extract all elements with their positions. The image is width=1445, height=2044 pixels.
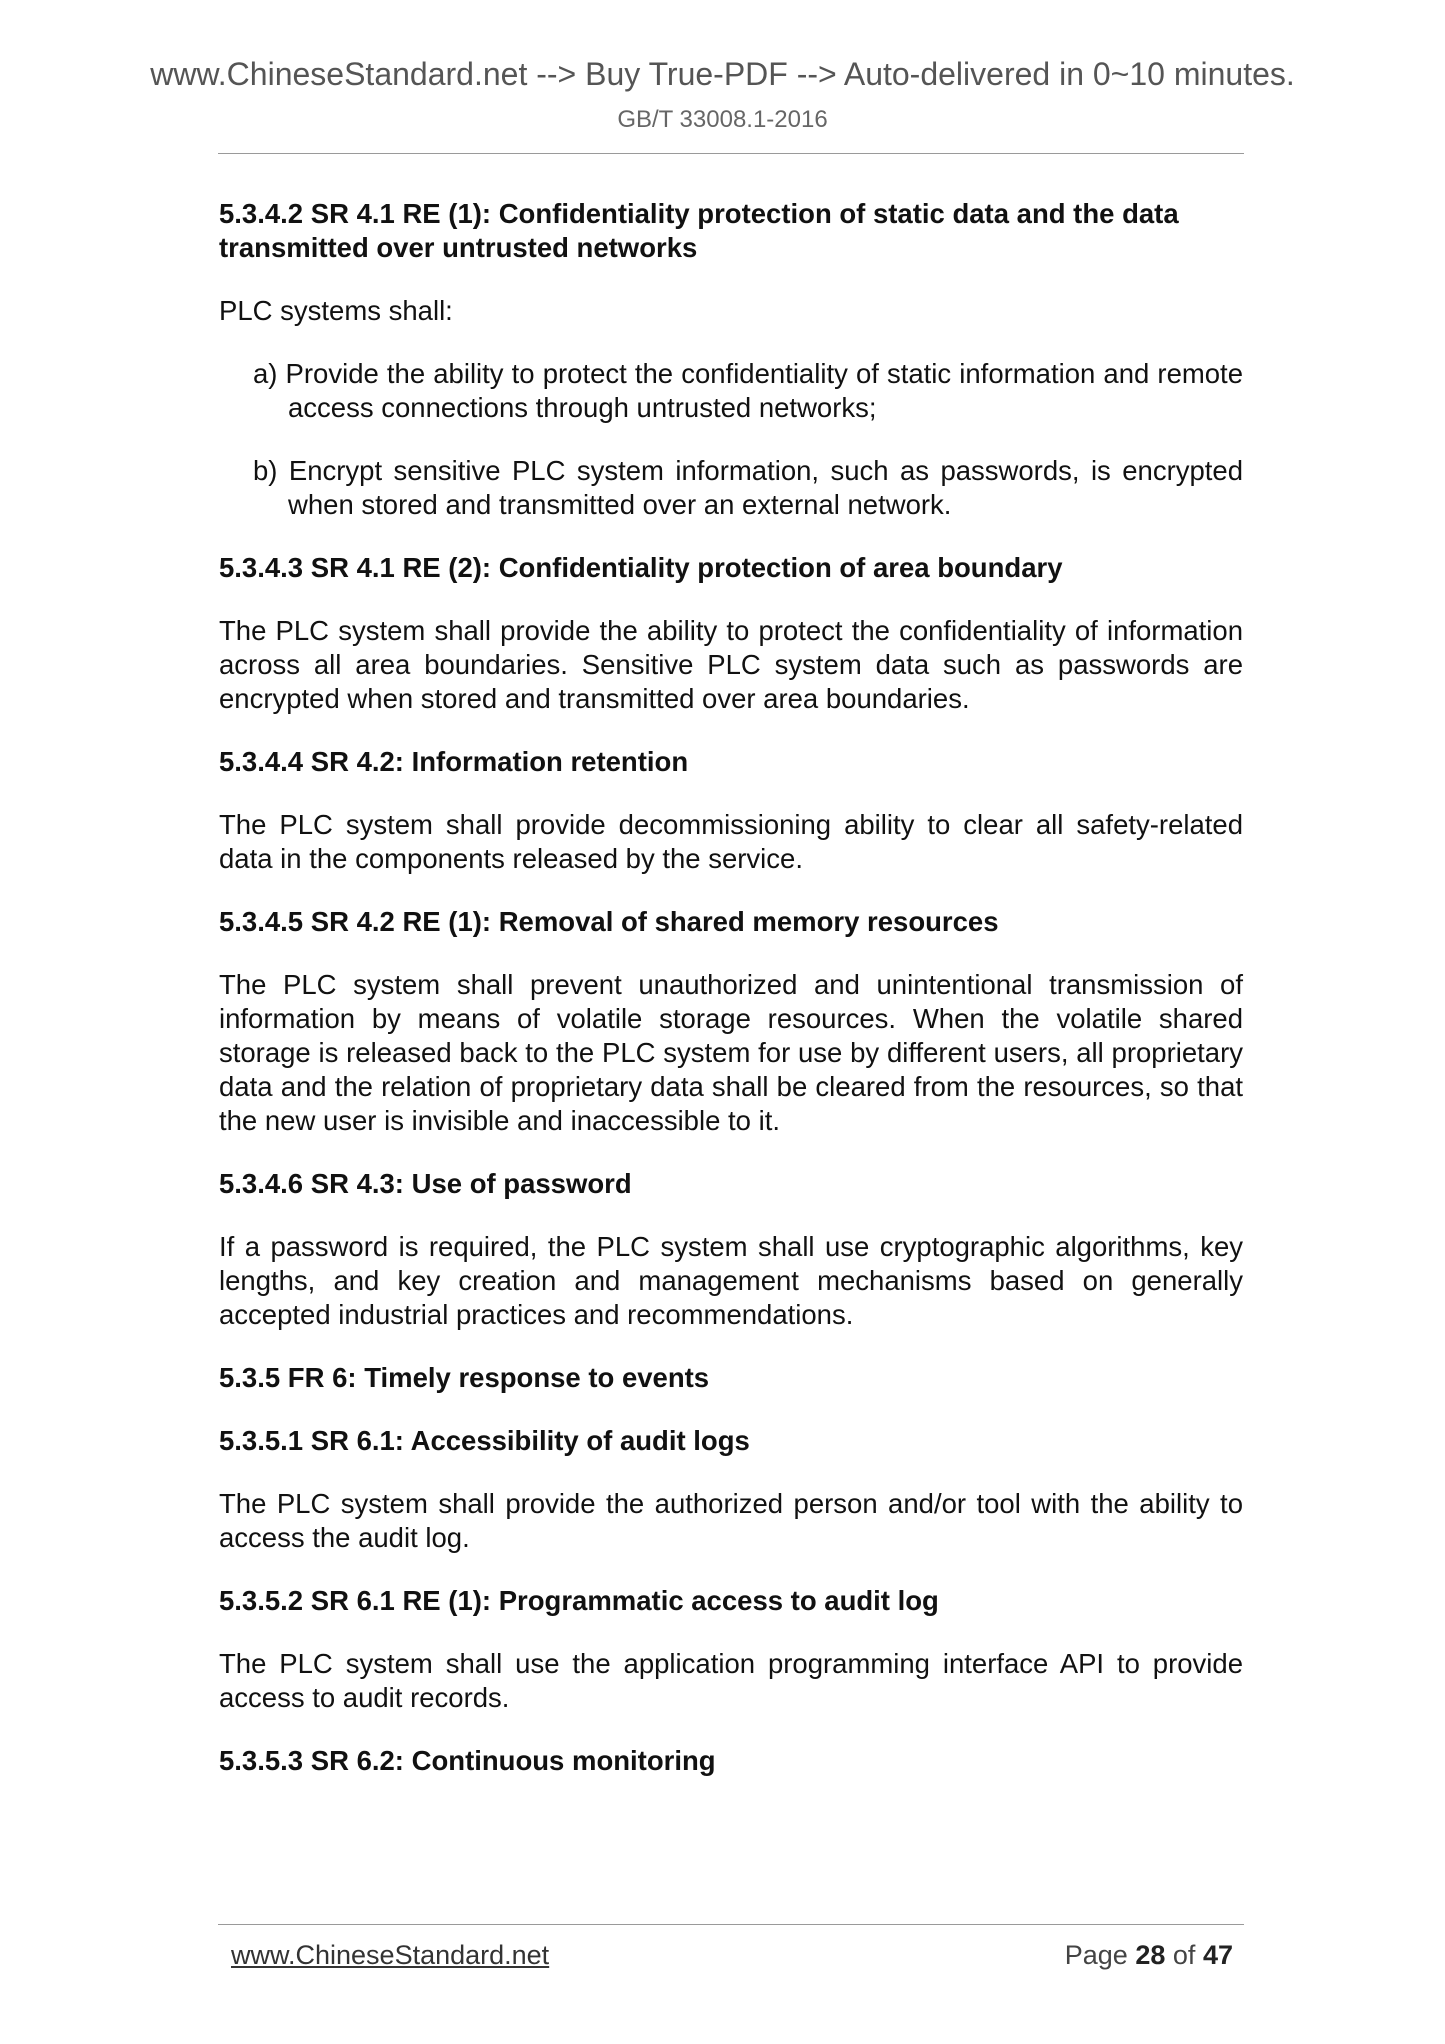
section-heading-5-3-4-5: 5.3.4.5 SR 4.2 RE (1): Removal of shared memory resources: [219, 906, 999, 937]
section-heading-5-3-4-6: 5.3.4.6 SR 4.3: Use of password: [219, 1168, 632, 1199]
list-item-b: b) Encrypt sensitive PLC system information, such as passwords, is encrypted when stored and transmitted over an external network.: [253, 455, 1243, 520]
section-heading-5-3-5-2: 5.3.5.2 SR 6.1 RE (1): Programmatic access to audit log: [219, 1585, 939, 1616]
document-code: GB/T 33008.1-2016: [617, 106, 828, 133]
section-heading-5-3-5-3: 5.3.5.3 SR 6.2: Continuous monitoring: [219, 1745, 716, 1776]
header-banner: www.ChineseStandard.net --> Buy True-PDF --> Auto-delivered in 0~10 minutes.: [150, 56, 1295, 92]
paragraph: The PLC system shall provide decommissioning ability to clear all safety-related data in the components released by the service.: [219, 809, 1243, 874]
section-heading-5-3-4-3: 5.3.4.3 SR 4.1 RE (2): Confidentiality protection of area boundary: [219, 552, 1063, 583]
paragraph: If a password is required, the PLC system shall use cryptographic algorithms, key lengths, and key creation and management mechanisms based on generally accepted industrial practices and recommendations.: [219, 1231, 1243, 1330]
paragraph: The PLC system shall provide the authorized person and/or tool with the ability to access the audit log.: [219, 1488, 1243, 1553]
paragraph: The PLC system shall provide the ability to protect the confidentiality of information across all area boundaries. Sensitive PLC system data such as passwords are encrypted when stored and transmitted over area boundaries.: [219, 615, 1243, 714]
section-heading-5-3-5-1: 5.3.5.1 SR 6.1: Accessibility of audit logs: [219, 1425, 750, 1456]
list-item-a: a) Provide the ability to protect the confidentiality of static information and remote access connections through untrusted networks;: [253, 358, 1243, 423]
paragraph: The PLC system shall use the application programming interface API to provide access to audit records.: [219, 1648, 1243, 1713]
page-label: Page: [1064, 1940, 1128, 1970]
footer-divider: [218, 1924, 1244, 1925]
page-total: 47: [1202, 1940, 1233, 1970]
page-current: 28: [1135, 1940, 1166, 1970]
section-heading-5-3-5: 5.3.5 FR 6: Timely response to events: [219, 1362, 710, 1393]
page-number: [1065, 1942, 1233, 1969]
section-heading-5-3-4-4: 5.3.4.4 SR 4.2: Information retention: [219, 746, 689, 777]
page-of: of: [1172, 1940, 1196, 1970]
page-body: [219, 197, 1243, 1807]
section-heading-5-3-4-2: 5.3.4.2 SR 4.1 RE (1): Confidentiality protection of static data and the data transmitted over untrusted networks: [219, 198, 1179, 263]
footer-site-link[interactable]: www.ChineseStandard.net: [231, 1940, 550, 1970]
paragraph: The PLC system shall prevent unauthorized and unintentional transmission of information by means of volatile storage resources. When the volatile shared storage is released back to the PLC system for use by different users, all proprietary data and the relation of proprietary data shall be cleared from the resources, so that the new user is invisible and inaccessible to it.: [219, 969, 1243, 1136]
header-divider: [218, 153, 1244, 154]
paragraph: PLC systems shall:: [219, 295, 453, 326]
